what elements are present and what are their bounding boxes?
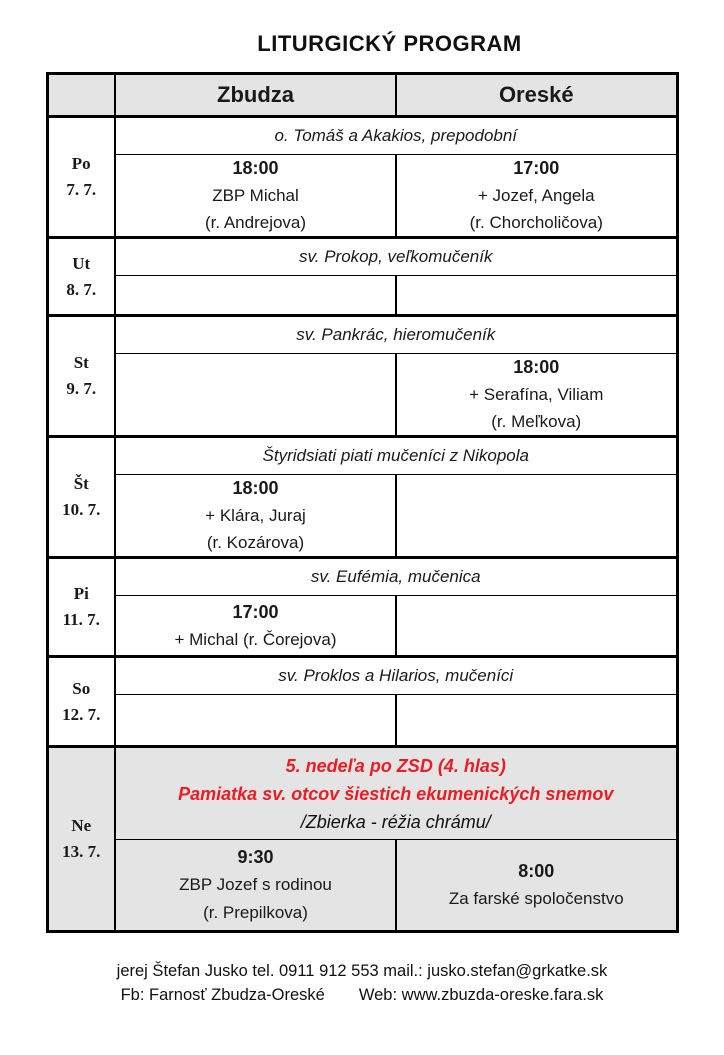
- service-row: [47, 155, 677, 238]
- day-block-ut: [47, 238, 677, 316]
- links-line: [0, 983, 724, 1007]
- day-name: Ut: [72, 253, 91, 273]
- service-row: [47, 276, 677, 316]
- feast-row: [47, 117, 677, 155]
- feast-row: [47, 558, 677, 596]
- service-family: (r. Prepilkova): [203, 903, 308, 922]
- day-date: 13. 7.: [62, 842, 101, 861]
- facebook-text: Fb: Farnosť Zbudza-Oreské: [120, 986, 325, 1004]
- table-header: [47, 74, 677, 117]
- service-row: [47, 840, 677, 932]
- service-cell-oreske: [396, 596, 677, 657]
- feast-title: sv. Prokop, veľkomučeník: [299, 247, 493, 266]
- service-intention: + Michal (r. Čorejova): [174, 629, 337, 649]
- service-intention: Za farské spoločenstvo: [448, 889, 624, 908]
- service-family: (r. Chorcholičova): [469, 213, 603, 232]
- feast-cell: [115, 437, 677, 475]
- service-family: (r. Kozárova): [206, 533, 305, 552]
- service-time: 9:30: [237, 847, 274, 867]
- service-cell-zbudza: [115, 840, 396, 932]
- day-cell: [47, 117, 115, 238]
- service-intention: + Serafína, Viliam: [469, 385, 604, 404]
- day-date: 11. 7.: [62, 610, 100, 629]
- day-cell: [47, 437, 115, 558]
- day-name: St: [73, 353, 89, 372]
- feast-cell: [115, 657, 677, 695]
- service-cell-zbudza: [115, 475, 396, 558]
- day-block-stv: [47, 437, 677, 558]
- liturgy-table: [46, 72, 679, 933]
- service-time: 18:00: [232, 158, 279, 178]
- day-block-pi: [47, 558, 677, 657]
- service-row: [47, 695, 677, 747]
- day-cell: [47, 747, 115, 932]
- service-time: 17:00: [513, 158, 560, 178]
- day-block-ne: [47, 747, 677, 932]
- service-time: 18:00: [232, 478, 279, 498]
- feast-title: o. Tomáš a Akakios, prepodobní: [274, 126, 518, 145]
- feast-row: [47, 316, 677, 354]
- service-cell-oreske: [396, 155, 677, 238]
- service-cell-zbudza: [115, 596, 396, 657]
- feast-row: [47, 747, 677, 840]
- feast-row: [47, 437, 677, 475]
- service-cell-oreske: [396, 276, 677, 316]
- service-time: 17:00: [232, 601, 279, 622]
- day-date: 8. 7.: [66, 279, 97, 299]
- feast-row: [47, 657, 677, 695]
- feast-cell: [115, 238, 677, 276]
- feast-cell: [115, 117, 677, 155]
- day-block-st: [47, 316, 677, 437]
- service-row: [47, 596, 677, 657]
- day-cell: [47, 238, 115, 316]
- service-cell-oreske: [396, 475, 677, 558]
- contact-line: jerej Štefan Jusko tel. 0911 912 553 mail.: jusko.stefan@grkatke.sk: [116, 962, 608, 980]
- collection-note: /Zbierka - réžia chrámu/: [300, 811, 491, 832]
- service-cell-zbudza: [115, 155, 396, 238]
- service-cell-oreske: [396, 695, 677, 747]
- day-name: Št: [73, 474, 89, 493]
- sunday-title: 5. nedeľa po ZSD (4. hlas): [285, 755, 506, 776]
- feast-title: sv. Eufémia, mučenica: [310, 567, 481, 586]
- column-header-zbudza: Zbudza: [115, 74, 396, 117]
- service-cell-zbudza: [115, 276, 396, 316]
- service-time: 18:00: [513, 357, 560, 377]
- service-cell-zbudza: [115, 695, 396, 747]
- day-cell: [47, 558, 115, 657]
- page-title: LITURGICKÝ PROGRAM: [257, 31, 522, 56]
- feast-row: [47, 238, 677, 276]
- service-intention: ZBP Jozef s rodinou: [179, 875, 332, 894]
- feast-title: sv. Proklos a Hilarios, mučeníci: [278, 666, 514, 685]
- feast-cell: [115, 316, 677, 354]
- service-family: (r. Meľkova): [491, 412, 582, 431]
- day-date: 12. 7.: [62, 704, 101, 724]
- day-block-so: [47, 657, 677, 747]
- day-cell: [47, 316, 115, 437]
- service-cell-oreske: [396, 840, 677, 932]
- service-row: [47, 354, 677, 437]
- day-column-header: [47, 74, 115, 117]
- service-cell-oreske: [396, 354, 677, 437]
- day-name: Pi: [73, 584, 89, 603]
- service-cell-zbudza: [115, 354, 396, 437]
- day-date: 7. 7.: [66, 180, 97, 199]
- website-text: Web: www.zbuzda-oreske.fara.sk: [358, 986, 604, 1004]
- service-intention: + Jozef, Angela: [477, 186, 595, 205]
- day-cell: [47, 657, 115, 747]
- feast-title: Štyridsiati piati mučeníci z Nikopola: [262, 446, 529, 465]
- service-row: [47, 475, 677, 558]
- service-intention: + Klára, Juraj: [205, 506, 306, 525]
- feast-cell: [115, 558, 677, 596]
- day-name: Ne: [71, 816, 92, 835]
- service-time: 8:00: [518, 861, 555, 881]
- day-date: 9. 7.: [66, 379, 97, 398]
- footer: [0, 959, 724, 1007]
- day-block-po: [47, 117, 677, 238]
- day-name: Po: [71, 154, 91, 173]
- sunday-commemoration: Pamiatka sv. otcov šiestich ekumenických snemov: [178, 783, 614, 804]
- day-name: So: [72, 678, 91, 698]
- feast-cell: [115, 747, 677, 840]
- feast-title: sv. Pankrác, hieromučeník: [296, 325, 496, 344]
- service-family: (r. Andrejova): [204, 213, 307, 232]
- service-intention: ZBP Michal: [212, 186, 299, 205]
- column-header-oreske: Oreské: [396, 74, 677, 117]
- day-date: 10. 7.: [62, 500, 101, 519]
